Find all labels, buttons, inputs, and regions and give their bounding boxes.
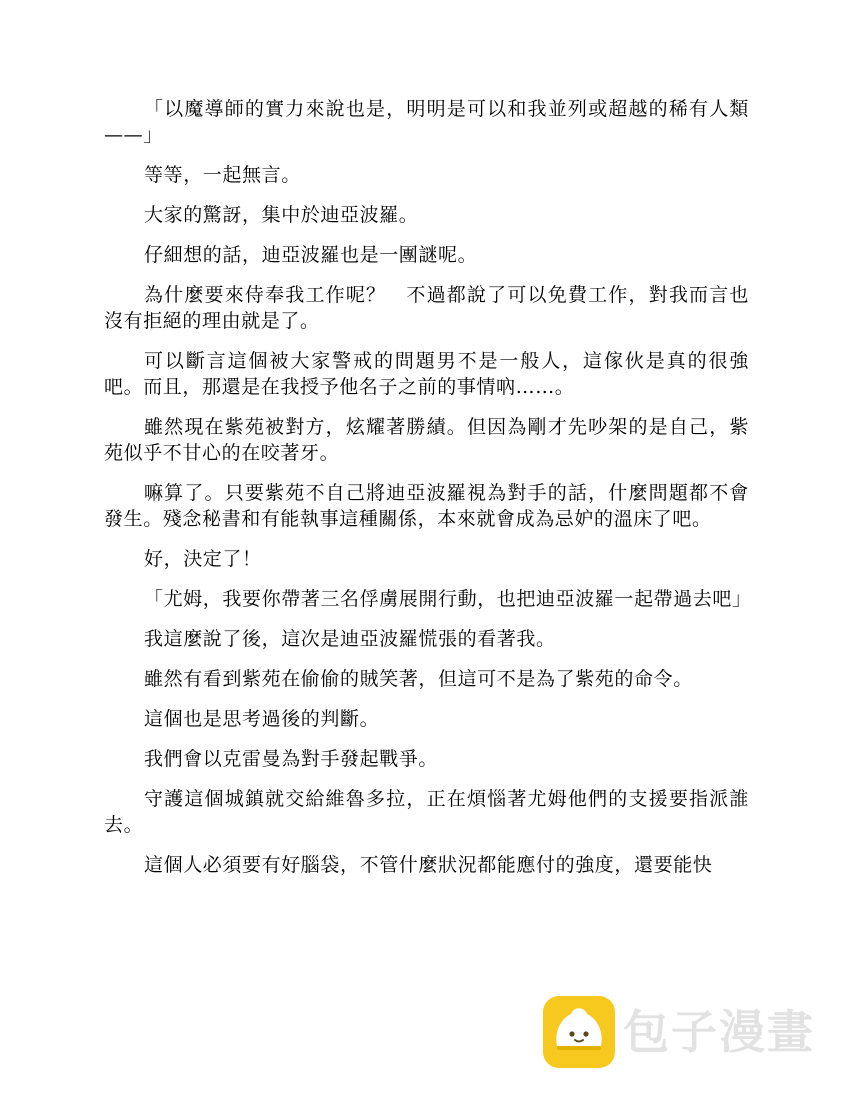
paragraph-1: 「以魔導師的實力來說也是，明明是可以和我並列或超越的稀有人類——」 (104, 98, 749, 146)
paragraph-8: 嘛算了。只要紫苑不自己將迪亞波羅視為對手的話，什麼問題都不會發生。殘念秘書和有能執事這種關係，本來就會成為忌妒的溫床了吧。 (104, 482, 749, 530)
paragraph-10: 「尤姆，我要你帶著三名俘虜展開行動，也把迪亞波羅一起帶過去吧」 (144, 588, 752, 610)
paragraph-15: 守護這個城鎮就交給維魯多拉，正在煩惱著尤姆他們的支援要指派誰去。 (104, 788, 749, 836)
paragraph-2: 等等，一起無言。 (144, 164, 301, 186)
paragraph-7: 雖然現在紫苑被對方，炫耀著勝績。但因為剛才先吵架的是自己，紫苑似乎不甘心的在咬著牙。 (104, 416, 749, 464)
paragraph-5: 為什麼要來侍奉我工作呢？ 不過都說了可以免費工作，對我而言也沒有拒絕的理由就是了。 (104, 284, 749, 332)
paragraph-4: 仔細想的話，迪亞波羅也是一團謎呢。 (144, 244, 478, 266)
paragraph-13: 這個也是思考過後的判斷。 (144, 708, 380, 730)
baozi-bun-logo-icon (543, 996, 615, 1068)
paragraph-3: 大家的驚訝，集中於迪亞波羅。 (144, 204, 419, 226)
watermark-text: 包子漫畫 (623, 1005, 815, 1059)
paragraph-12: 雖然有看到紫苑在偷偷的賊笑著，但這可不是為了紫苑的命令。 (144, 668, 693, 690)
paragraph-11: 我這麼說了後，這次是迪亞波羅慌張的看著我。 (144, 628, 556, 650)
paragraph-6: 可以斷言這個被大家警戒的問題男不是一般人，這傢伙是真的很強吧。而且，那還是在我授予他名子之前的事情吶……。 (104, 350, 749, 398)
paragraph-9: 好，決定了！ (144, 548, 262, 570)
paragraph-14: 我們會以克雷曼為對手發起戰爭。 (144, 748, 439, 770)
paragraph-16: 這個人必須要有好腦袋，不管什麼狀況都能應付的強度，還要能快 (144, 854, 713, 876)
document-body (104, 96, 752, 892)
watermark (543, 996, 823, 1068)
